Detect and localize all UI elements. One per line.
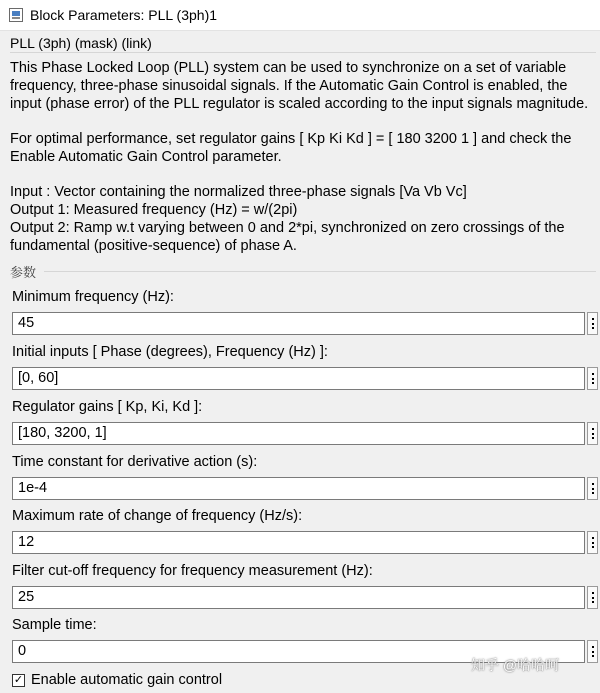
watermark: 知乎 @哈哈呵 [471, 657, 560, 673]
description-output-2: Output 2: Ramp w.t varying between 0 and 2*pi, synchronized on zero crossings of the fundamental (positive-sequence) of phase A. [10, 220, 565, 254]
filter-cutoff-menu-button[interactable] [587, 586, 598, 609]
regulator-gains-menu-button[interactable] [587, 422, 598, 445]
regulator-gains-label: Regulator gains [ Kp, Ki, Kd ]: [12, 399, 203, 415]
sample-time-menu-button[interactable] [587, 640, 598, 663]
group-divider [10, 52, 596, 53]
min-frequency-menu-button[interactable] [587, 312, 598, 335]
description-input: Input : Vector containing the normalized three-phase signals [Va Vb Vc] [10, 184, 467, 200]
max-rate-label: Maximum rate of change of frequency (Hz/s): [12, 508, 303, 524]
sample-time-label: Sample time: [12, 617, 97, 633]
max-rate-input[interactable]: 12 [12, 531, 585, 554]
window-title: Block Parameters: PLL (3ph)1 [30, 7, 218, 23]
min-frequency-label: Minimum frequency (Hz): [12, 289, 174, 305]
time-constant-input[interactable]: 1e-4 [12, 477, 585, 500]
initial-inputs-label: Initial inputs [ Phase (degrees), Frequency (Hz) ]: [12, 344, 328, 360]
filter-cutoff-input[interactable]: 25 [12, 586, 585, 609]
vertical-dots-icon [591, 318, 594, 329]
mask-description [10, 59, 595, 255]
description-output-1: Output 1: Measured frequency (Hz) = w/(2pi) [10, 202, 298, 218]
sample-time-input[interactable]: 0 [12, 640, 585, 663]
vertical-dots-icon [591, 592, 594, 603]
agc-checkbox-label[interactable]: Enable automatic gain control [31, 672, 223, 688]
mask-group-header: PLL (3ph) (mask) (link) [10, 35, 152, 51]
max-rate-menu-button[interactable] [587, 531, 598, 554]
vertical-dots-icon [591, 537, 594, 548]
initial-inputs-input[interactable]: [0, 60] [12, 367, 585, 390]
parameters-divider [44, 271, 596, 272]
description-paragraph-1: This Phase Locked Loop (PLL) system can be used to synchronize on a set of variable frequency, three-phase sinusoidal signals. If the Automatic Gain Control is enabled, the input (phase error) of the PLL regulator is scaled according to the input signals magnitude. [10, 60, 589, 112]
parameters-section-label: 参数 [10, 265, 37, 280]
min-frequency-input[interactable]: 45 [12, 312, 585, 335]
vertical-dots-icon [591, 483, 594, 494]
description-paragraph-2: For optimal performance, set regulator gains [ Kp Ki Kd ] = [ 180 3200 1 ] and check the Enable Automatic Gain Control parameter. [10, 131, 572, 165]
agc-checkbox[interactable]: ✓ [13, 674, 24, 686]
vertical-dots-icon [591, 373, 594, 384]
time-constant-label: Time constant for derivative action (s): [12, 454, 258, 470]
regulator-gains-input[interactable]: [180, 3200, 1] [12, 422, 585, 445]
block-parameters-icon [9, 8, 23, 22]
time-constant-menu-button[interactable] [587, 477, 598, 500]
filter-cutoff-label: Filter cut-off frequency for frequency measurement (Hz): [12, 563, 373, 579]
vertical-dots-icon [591, 646, 594, 657]
title-bar [0, 0, 600, 31]
vertical-dots-icon [591, 428, 594, 439]
initial-inputs-menu-button[interactable] [587, 367, 598, 390]
